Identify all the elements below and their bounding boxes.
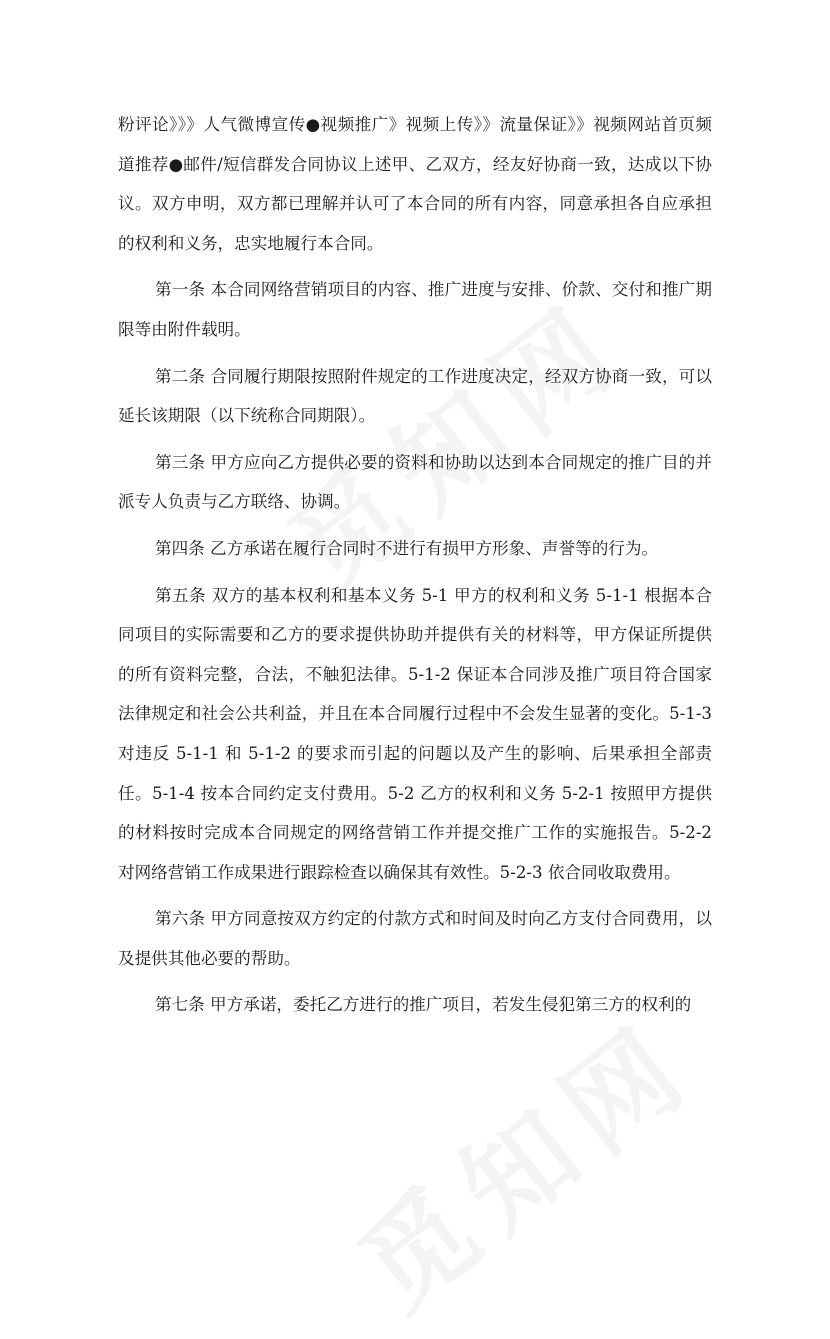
paragraph-article-2: 第二条 合同履行期限按照附件规定的工作进度决定，经双方协商一致，可以延长该期限（以下统称合同期限）。 bbox=[118, 366, 712, 426]
paragraph-article-7: 第七条 甲方承诺，委托乙方进行的推广项目，若发生侵犯第三方的权利的 bbox=[155, 995, 692, 1015]
paragraph-article-3: 第三条 甲方应向乙方提供必要的资料和协助以达到本合同规定的推广目的并派专人负责与乙方联络、协调。 bbox=[118, 452, 712, 512]
paragraph-article-1: 第一条 本合同网络营销项目的内容、推广进度与安排、价款、交付和推广期限等由附件载明。 bbox=[118, 280, 712, 339]
watermark-bottom bbox=[322, 979, 722, 1339]
document-body bbox=[118, 105, 712, 1032]
paragraph-article-6: 第六条 甲方同意按双方约定的付款方式和时间及时向乙方支付合同费用，以及提供其他必要的帮助。 bbox=[118, 909, 712, 968]
paragraph-intro: 粉评论》》》人气微博宣传●视频推广》视频上传》》流量保证》》视频网站首页频道推荐●邮件/短信群发合同协议上述甲、乙双方，经友好协商一致，达成以下协议。双方申明，双方都已理解并认可了本合同的所有内容，同意承担各自应承担的权利和义务，忠实地履行本合同。 bbox=[118, 115, 712, 253]
paragraph-article-5: 第五条 双方的基本权利和基本义务 5-1 甲方的权利和义务 5-1-1 根据本合同项目的实际需要和乙方的要求提供协助并提供有关的材料等，甲方保证所提供的所有资料完整，合法，不触犯法律。5-1-2 保证本合同涉及推广项目符合国家法律规定和社会公共利益，并且在本合同履行过程中不会发生显著的变化。5-1-3 对违反 5-1-1 和 5-1-2 的要求而引起的问题以及产生的影响、后果承担全部责任。5-1-4 按本合同约定支付费用。5-2 乙方的权利和义务 5-2-1 按照甲方提供的材料按时完成本合同规定的网络营销工作并提交推广工作的实施报告。5-2-2 对网络营销工作成果进行跟踪检查以确保其有效性。5-2-3 依合同收取费用。 bbox=[118, 585, 712, 882]
paragraph-article-4: 第四条 乙方承诺在履行合同时不进行有损甲方形象、声誉等的行为。 bbox=[155, 538, 659, 558]
